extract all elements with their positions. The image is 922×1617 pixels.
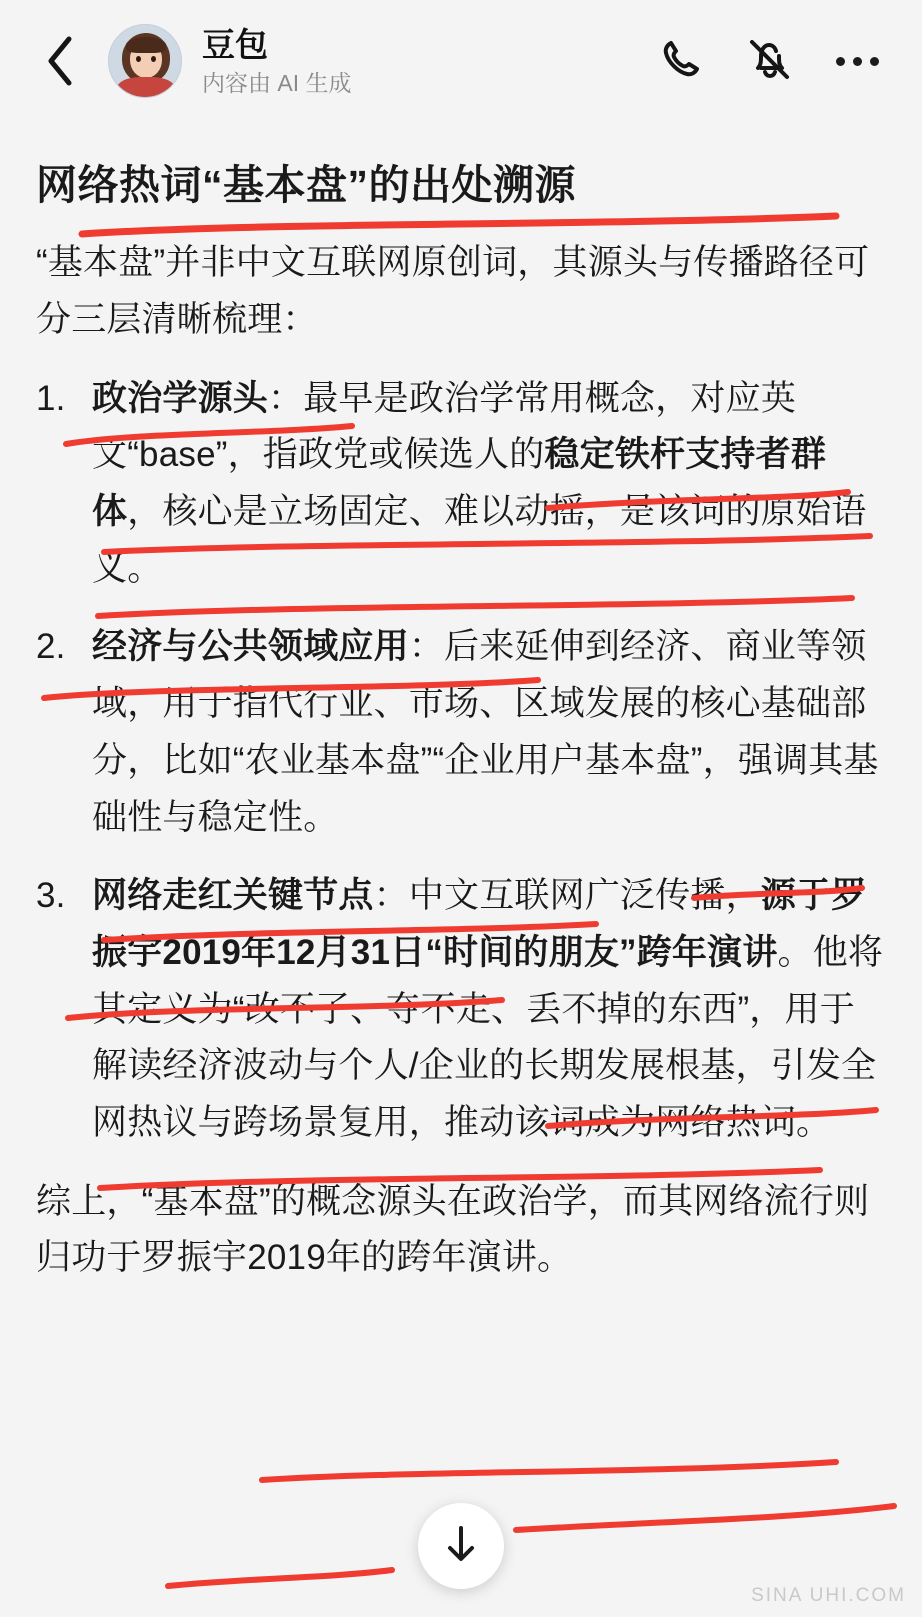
bell-off-icon	[745, 35, 793, 88]
conclusion-paragraph: 综上，“基本盘”的概念源头在政治学，而其网络流行则归功于罗振宇2019年的跨年演讲。	[36, 1181, 870, 1278]
back-button[interactable]	[34, 31, 86, 91]
list-item-body: 最早是政治学常用概念，对应英文“base”，指政党或候选人的	[92, 378, 797, 475]
message-content[interactable]	[0, 122, 922, 1617]
phone-icon	[658, 36, 704, 87]
list-item-separator: ：	[268, 378, 304, 418]
article-body	[36, 158, 886, 1287]
list-item-body: 中文互联网广泛传播，	[408, 876, 761, 916]
contact-name: 豆包	[202, 25, 268, 63]
numbered-list	[36, 371, 886, 1152]
list-item-body-bold: 稳定铁杆支持者群体	[92, 435, 827, 532]
list-item	[36, 619, 886, 846]
list-item-number: 3.	[36, 876, 66, 916]
scroll-to-bottom-button[interactable]	[418, 1503, 504, 1589]
list-item-number: 1.	[36, 378, 66, 418]
page-title: 网络热词“基本盘”的出处溯源	[36, 162, 576, 208]
list-item	[36, 371, 886, 598]
list-item-separator: ：	[373, 876, 409, 916]
list-item-body: 后来延伸到经济、商业等领域，用于指代行业、市场、区域发展的核心基础部分，比如“农业基本盘”“企业用户基本盘”，强调其基础性与稳定性。	[92, 627, 879, 837]
list-item-body-bold: 源于罗振宇2019年12月31日“时间的朋友”跨年演讲	[92, 876, 867, 972]
contact-subtitle: 内容由 AI 生成	[202, 69, 352, 96]
app-header	[0, 0, 922, 122]
list-item-heading: 经济与公共领域应用	[92, 627, 409, 667]
list-item-separator: ：	[408, 627, 445, 667]
chevron-left-icon	[45, 35, 75, 87]
mute-button[interactable]	[742, 34, 796, 88]
list-item-body-tail: ，核心是立场固定、难以动摇，是该词的原始语义。	[92, 492, 867, 588]
list-item-heading: 政治学源头	[92, 378, 269, 418]
list-item-number: 2.	[36, 627, 66, 667]
list-item-body-tail: 。他将其定义为“改不了、夺不走、丢不掉的东西”，用于解读经济波动与个人/企业的长期发展根基，引发全网热议与跨场景复用，推动该词成为网络热词。	[92, 932, 884, 1142]
header-actions	[654, 34, 888, 88]
more-options-icon	[836, 57, 879, 66]
intro-paragraph: “基本盘”并非中文互联网原创词，其源头与传播路径可分三层清晰梳理：	[36, 243, 870, 340]
list-item-heading: 网络走红关键节点	[92, 876, 374, 916]
arrow-down-icon	[441, 1522, 481, 1571]
avatar[interactable]	[108, 24, 182, 98]
watermark: SINA UHI.COM	[751, 1585, 906, 1606]
call-button[interactable]	[654, 34, 708, 88]
more-options-button[interactable]	[830, 34, 884, 88]
header-title-group[interactable]	[202, 25, 654, 97]
list-item	[36, 868, 886, 1151]
